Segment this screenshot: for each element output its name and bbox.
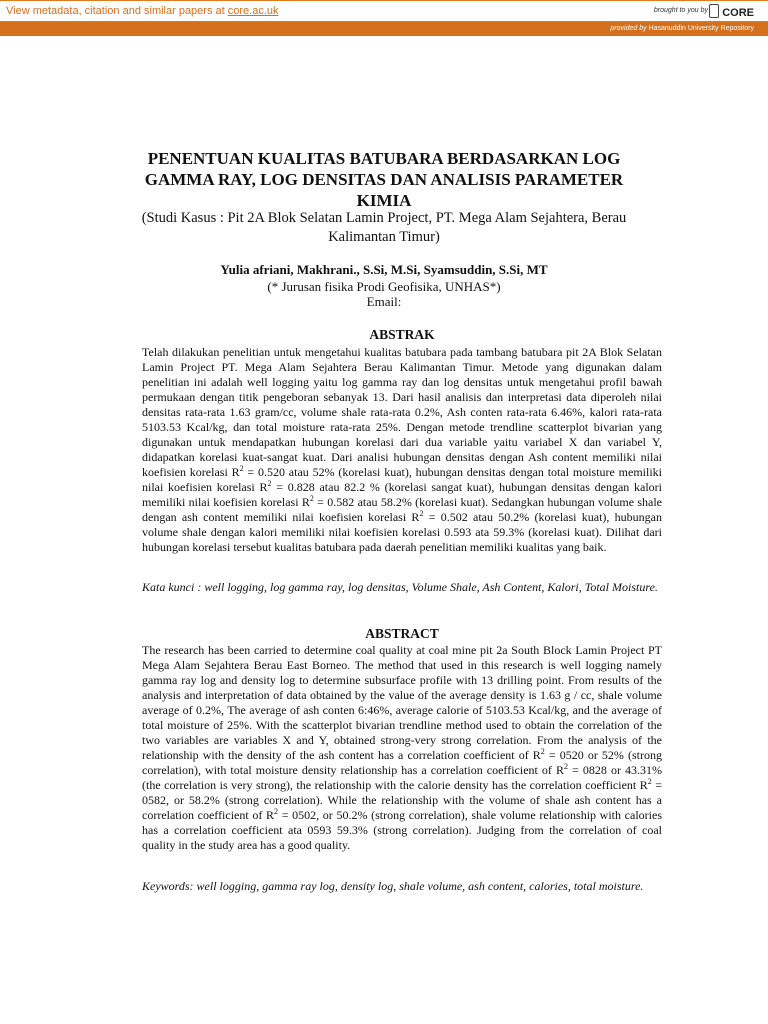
abstrak-part-2: = 0.520 atau 52% (korelasi kuat), hubungan densitas dengan total moisture memiliki nilai koefisien korelasi R xyxy=(142,465,662,494)
paper-authors: Yulia afriani, Makhrani., S.Si, M.Si, Syamsuddin, S.Si, MT xyxy=(220,262,548,277)
superscript-2: 2 xyxy=(564,762,568,771)
paper-affiliation: (* Jurusan fisika Prodi Geofisika, UNHAS*) xyxy=(267,279,501,294)
superscript-2: 2 xyxy=(419,509,424,518)
abstract-part-3: = 0828 or 43.31% (the correlation is very strong), the relationship with the calorie density has the correlation coefficient R xyxy=(142,763,663,792)
provided-prefix: provided by xyxy=(610,25,647,32)
brought-to-you-by: brought to you by xyxy=(653,7,708,14)
core-ac-uk-link[interactable]: core.ac.uk xyxy=(227,5,279,17)
core-logo-icon xyxy=(709,4,719,18)
view-metadata-text: View metadata, citation and similar papers at xyxy=(6,5,228,17)
paper-subtitle: (Studi Kasus : Pit 2A Blok Selatan Lamin Project, PT. Mega Alam Sejahtera, Berau Kalimantan Timur) xyxy=(141,210,627,245)
core-logo-text: CORE xyxy=(722,7,754,19)
core-logo[interactable] xyxy=(709,4,754,19)
view-metadata-link[interactable] xyxy=(6,5,279,17)
abstract-part-2: = 0520 or 52% (strong correlation), with total moisture density relationship has a correlation coefficient of R xyxy=(142,748,662,777)
paper-email: Email: xyxy=(366,294,402,309)
abstract-part-5: = 0502, or 50.2% (strong correlation), shale volume relationship with calories has a correlation coefficient ata 0593 59.3% (strong correlation). Judging from the correlation of coal quality in the study area has a good quality. xyxy=(142,808,662,852)
abstract-heading: ABSTRACT xyxy=(365,626,439,641)
abstract-body xyxy=(142,643,662,853)
provider-name: Hasanuddin University Repository xyxy=(648,25,754,32)
abstract-part-4: = 0582, or 58.2% (strong correlation). While the relationship with the volume of shale ash content has a correlation coefficient of R xyxy=(142,778,662,822)
paper-title: PENENTUAN KUALITAS BATUBARA BERDASARKAN LOG GAMMA RAY, LOG DENSITAS DAN ANALISIS PARAMETER KIMIA xyxy=(144,149,624,210)
abstrak-part-3: = 0.828 atau 82.2 % (korelasi sangat kuat), hubungan densitas dengan kalori memiliki nilai koefisien korelasi R xyxy=(142,480,662,509)
core-banner xyxy=(0,0,768,22)
kata-kunci: Kata kunci : well logging, log gamma ray, log densitas, Volume Shale, Ash Content, Kalori, Total Moisture. xyxy=(142,580,658,594)
superscript-2: 2 xyxy=(274,807,279,816)
superscript-2: 2 xyxy=(239,464,244,473)
superscript-2: 2 xyxy=(309,494,314,503)
provided-by-text xyxy=(610,25,754,32)
abstract-part-1: The research has been carried to determine coal quality at coal mine pit 2a South Block Lamin Project PT Mega Alam Sejahtera Berau East Borneo. The method that used in this research is well logging namely gamma ray log and density log to determine subsurface profile with 13 drilling point. From results of the analysis and interpretation of data obtained by the value of the average density is 1.63 g / cc, shale volume average of 0.2%, The average of ash conten 6:46%, average calorie of 5103.53 Kcal/kg, and the average of total moisture of 25%. With the scatterplot bivarian trendline method used to obtain the correlation of the two variables are variables X and Y, obtained strong-very strong correlation. From the analysis of the relationship with the density of the ash content has a correlation coefficient of R xyxy=(142,643,662,762)
keywords: Keywords: well logging, gamma ray log, density log, shale volume, ash content, calories, total moisture. xyxy=(142,879,644,893)
abstrak-part-4: = 0.582 atau 58.2% (korelasi kuat). Sedangkan hubungan volume shale dengan ash content memiliki nilai koefisien korelasi R xyxy=(142,495,662,524)
superscript-2: 2 xyxy=(540,747,545,756)
abstrak-body xyxy=(142,345,662,555)
abstrak-heading: ABSTRAK xyxy=(369,327,435,342)
abstrak-part-5: = 0.502 atau 50.2% (korelasi kuat), hubungan volume shale dengan kalori memiliki nilai koefisien korelasi 0.593 ata 59.3% (korelasi kuat). Dilihat dari hubungan korelasi tersebut kualitas batubara pada daerah penelitian memiliki kualitas yang baik. xyxy=(142,510,663,554)
superscript-2: 2 xyxy=(647,777,652,786)
superscript-2: 2 xyxy=(267,479,272,488)
provider-bar xyxy=(0,22,768,36)
abstrak-part-1: Telah dilakukan penelitian untuk mengetahui kualitas batubara pada tambang batubara pit 2A Blok Selatan Lamin Project PT. Mega Alam Sejahtera Berau Kalimantan Timur. Metode yang digunakan dalam penelitian ini adalah well logging yaitu log gamma ray dan log densitas untuk mengetahui profil bawah permukaan dengan titik pengeboran sebanyak 13. Dari hasil analisis dan interpretasi data diperoleh nilai densitas rata-rata 1.63 gram/cc, volume shale rata-rata 0.2%, Ash conten rata-rata 6.46%, kalori rata-rata 5103.53 Kcal/kg, dan total moisture rata-rata 25%. Dengan metode trendline scatterplot bivarian yang digunakan untuk mendapatkan hubungan korelasi dari dua variable yaitu variabel X dan variabel Y, didapatkan korelasi kuat-sangat kuat. Dari analisi hubungan densitas dengan Ash content memiliki nilai koefisien korelasi R xyxy=(142,345,662,479)
